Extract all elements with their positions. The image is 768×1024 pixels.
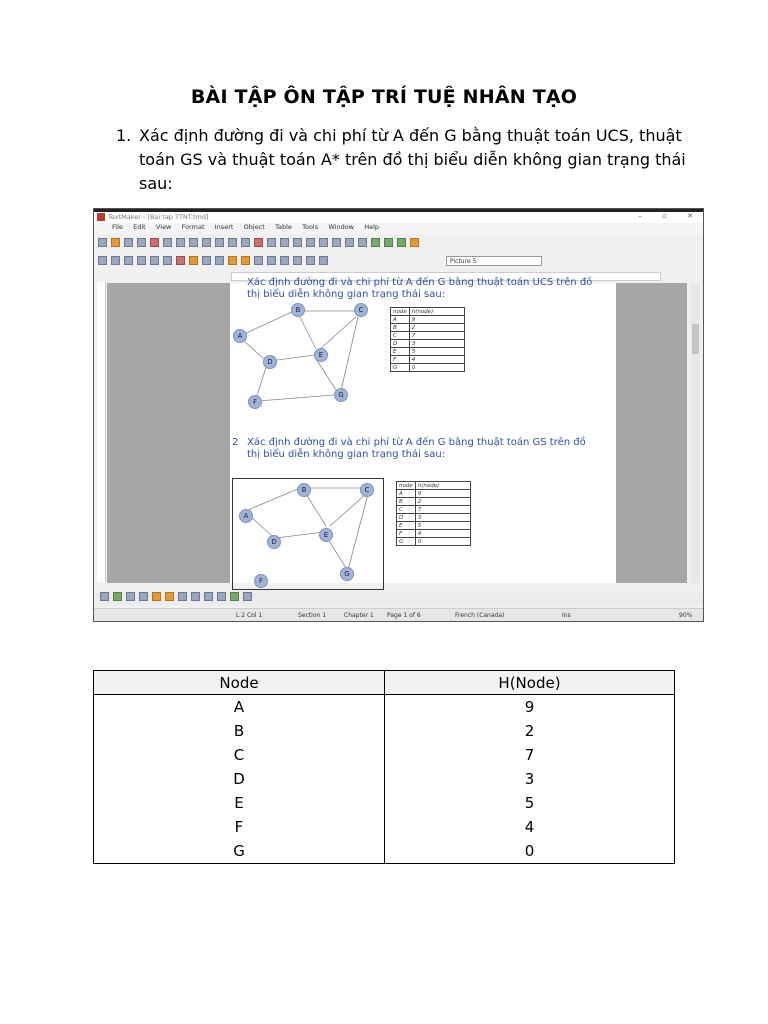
zoom-icon	[293, 238, 302, 247]
group-icon	[204, 592, 213, 601]
cut-icon	[176, 238, 185, 247]
table-cell-node: F	[94, 815, 385, 839]
mini-cell: C	[391, 332, 410, 340]
app-green2-icon	[384, 238, 393, 247]
heuristic-table	[93, 670, 675, 864]
save-icon	[124, 238, 133, 247]
minimize-icon: –	[638, 212, 642, 220]
table-cell-h: 5	[385, 791, 675, 815]
table-header-row	[94, 671, 675, 695]
doc-question-2-text: Xác định đường đi và chi phí từ A đến G bằng thuật toán GS trên đồ thị biểu diễn không gian trạng thái sau:	[247, 437, 586, 460]
new-doc-icon	[98, 238, 107, 247]
status-mode: Ins	[562, 612, 571, 619]
mini-cell: B	[397, 498, 416, 506]
graph2-node-g: G	[340, 567, 354, 581]
shape-icon	[293, 256, 302, 265]
bottom-toolbar	[94, 591, 703, 605]
marker-icon	[241, 256, 250, 265]
curve-icon	[215, 256, 224, 265]
table-header-node: Node	[94, 671, 385, 695]
flip-icon	[191, 592, 200, 601]
window-controls	[620, 212, 693, 220]
fill-icon	[113, 592, 122, 601]
menu-table: Table	[275, 223, 292, 231]
menu-edit: Edit	[133, 223, 146, 231]
pdf-icon	[150, 238, 159, 247]
app-orange-icon	[410, 238, 419, 247]
mini-cell: 9	[415, 490, 470, 498]
status-position: L 2 Col 1	[236, 612, 263, 619]
menubar	[94, 223, 703, 234]
select-icon	[98, 256, 107, 265]
mini-th-h: h(node)	[415, 482, 470, 490]
status-chapter: Chapter 1	[344, 612, 374, 619]
3d-icon	[139, 592, 148, 601]
graph1-node-g: G	[334, 388, 348, 402]
mini-th-h: h(node)	[409, 308, 464, 316]
redo-icon	[228, 238, 237, 247]
text-frame-icon	[319, 238, 328, 247]
mini-cell: 7	[415, 506, 470, 514]
mini-cell: F	[397, 530, 416, 538]
mini-cell: 3	[409, 340, 464, 348]
formula-icon	[332, 238, 341, 247]
graph1-node-c: C	[354, 303, 368, 317]
menu-window: Window	[328, 223, 354, 231]
scrollbar-thumb	[692, 324, 699, 354]
mini-cell: 5	[415, 522, 470, 530]
status-zoom: 90%	[679, 612, 693, 619]
grid-icon	[124, 256, 133, 265]
table-cell-h: 0	[385, 839, 675, 864]
table-cell-node: B	[94, 719, 385, 743]
app-logo-icon	[97, 213, 105, 221]
mini-cell: G	[391, 364, 410, 372]
mini-cell: D	[391, 340, 410, 348]
window-title: TextMaker - [Bai tap TTNT.tmd]	[108, 213, 209, 221]
graph2-node-d: D	[267, 535, 281, 549]
graph2-node-f: F	[254, 574, 268, 588]
graph1-node-d: D	[263, 355, 277, 369]
status-page: Page 1 of 6	[387, 612, 421, 619]
menu-object: Object	[243, 223, 265, 231]
mini-cell: A	[397, 490, 416, 498]
mini-cell: E	[391, 348, 410, 356]
comment-icon	[345, 238, 354, 247]
mini-cell: 4	[409, 356, 464, 364]
mini-cell: B	[391, 324, 410, 332]
mini-cell: A	[391, 316, 410, 324]
table-cell-h: 4	[385, 815, 675, 839]
mini-cell: F	[391, 356, 410, 364]
mini-cell: 4	[415, 530, 470, 538]
embedded-screenshot	[93, 208, 704, 622]
object-selector-value: Picture 5	[450, 258, 477, 265]
arrange-icon	[230, 592, 239, 601]
table-cell-h: 7	[385, 743, 675, 767]
mini-cell: E	[397, 522, 416, 530]
table-row	[94, 815, 675, 839]
image-icon	[137, 256, 146, 265]
menu-view: View	[155, 223, 172, 231]
pen-icon	[176, 256, 185, 265]
insert-chart-icon	[280, 238, 289, 247]
ungroup-icon	[217, 592, 226, 601]
image3-icon	[163, 256, 172, 265]
align-icon	[243, 592, 252, 601]
undo-icon	[215, 238, 224, 247]
table-row	[94, 743, 675, 767]
pencil-icon	[228, 256, 237, 265]
table-row	[94, 719, 675, 743]
table-row	[94, 767, 675, 791]
window-titlebar	[94, 209, 703, 223]
arrow-icon	[319, 256, 328, 265]
mini-cell: 0	[409, 364, 464, 372]
doc-mini-table-2	[396, 481, 471, 546]
insert-table-icon	[254, 238, 263, 247]
mini-cell: 0	[415, 538, 470, 546]
graph1-node-e: E	[314, 348, 328, 362]
line-icon	[202, 256, 211, 265]
graph2-node-e: E	[319, 528, 333, 542]
link-icon	[241, 238, 250, 247]
doc-question-2-number: 2	[232, 437, 239, 448]
ellipse-icon	[280, 256, 289, 265]
shadow-icon	[126, 592, 135, 601]
insert-frame-icon	[267, 238, 276, 247]
open-folder-icon	[111, 238, 120, 247]
mini-cell: 9	[409, 316, 464, 324]
app-green3-icon	[397, 238, 406, 247]
table-cell-node: E	[94, 791, 385, 815]
close-icon: ✕	[687, 212, 693, 220]
brush-icon	[189, 256, 198, 265]
table-cell-h: 2	[385, 719, 675, 743]
question-number: 1.	[116, 126, 132, 145]
vertical-ruler	[97, 282, 106, 582]
mini-cell: 2	[415, 498, 470, 506]
rounded-rect-icon	[267, 256, 276, 265]
mini-cell: G	[397, 538, 416, 546]
rectangle-icon	[254, 256, 263, 265]
graph1-node-b: B	[291, 303, 305, 317]
table-cell-node: C	[94, 743, 385, 767]
paste-icon	[202, 238, 211, 247]
rotate-icon	[178, 592, 187, 601]
status-language: French (Canada)	[455, 612, 505, 619]
doc-question-1-text: Xác định đường đi và chi phí từ A đến G bằng thuật toán UCS trên đồ thị biểu diễn không gian trạng thái sau:	[247, 277, 593, 300]
table-row	[94, 839, 675, 864]
menu-help: Help	[364, 223, 380, 231]
sheet-icon	[358, 238, 367, 247]
mini-cell: 7	[409, 332, 464, 340]
image2-icon	[150, 256, 159, 265]
table-cell-h: 9	[385, 695, 675, 720]
document-page	[230, 277, 616, 585]
doc-mini-table-1	[390, 307, 465, 372]
menu-tools: Tools	[302, 223, 319, 231]
table-cell-node: A	[94, 695, 385, 720]
table-row	[94, 695, 675, 720]
select-tool-icon	[100, 592, 109, 601]
status-section: Section 1	[298, 612, 327, 619]
table-cell-node: G	[94, 839, 385, 864]
table-cell-node: D	[94, 767, 385, 791]
graph1-node-a: A	[233, 329, 247, 343]
table-header-hnode: H(Node)	[385, 671, 675, 695]
graph1-node-f: F	[248, 395, 262, 409]
table-row	[94, 791, 675, 815]
table-cell-h: 3	[385, 767, 675, 791]
app-green-icon	[371, 238, 380, 247]
question-text: Xác định đường đi và chi phí từ A đến G bằng thuật toán UCS, thuật toán GS và thuật toán A* trên đồ thị biểu diễn không gian trạng thái sau:	[139, 126, 686, 193]
mini-cell: D	[397, 514, 416, 522]
menu-format: Format	[181, 223, 205, 231]
mini-cell: C	[397, 506, 416, 514]
graph2-node-b: B	[297, 483, 311, 497]
object-selector	[446, 256, 542, 266]
mini-th-node: node	[391, 308, 410, 316]
mini-th-node: node	[397, 482, 416, 490]
effects2-icon	[165, 592, 174, 601]
toolbar-standard	[96, 237, 536, 249]
mini-cell: 2	[409, 324, 464, 332]
mini-cell: 3	[415, 514, 470, 522]
menu-insert: Insert	[214, 223, 234, 231]
mini-cell: 5	[409, 348, 464, 356]
copy-icon	[189, 238, 198, 247]
effects-icon	[152, 592, 161, 601]
frame-icon	[111, 256, 120, 265]
status-bar	[94, 608, 703, 622]
preview-icon	[163, 238, 172, 247]
page-title: BÀI TẬP ÔN TẬP TRÍ TUỆ NHÂN TẠO	[190, 86, 578, 108]
find-icon	[306, 238, 315, 247]
graph2-node-c: C	[360, 483, 374, 497]
graph2-node-a: A	[239, 509, 253, 523]
menu-file: File	[112, 223, 123, 231]
callout-icon	[306, 256, 315, 265]
maximize-icon: ▫	[662, 212, 667, 220]
print-icon	[137, 238, 146, 247]
